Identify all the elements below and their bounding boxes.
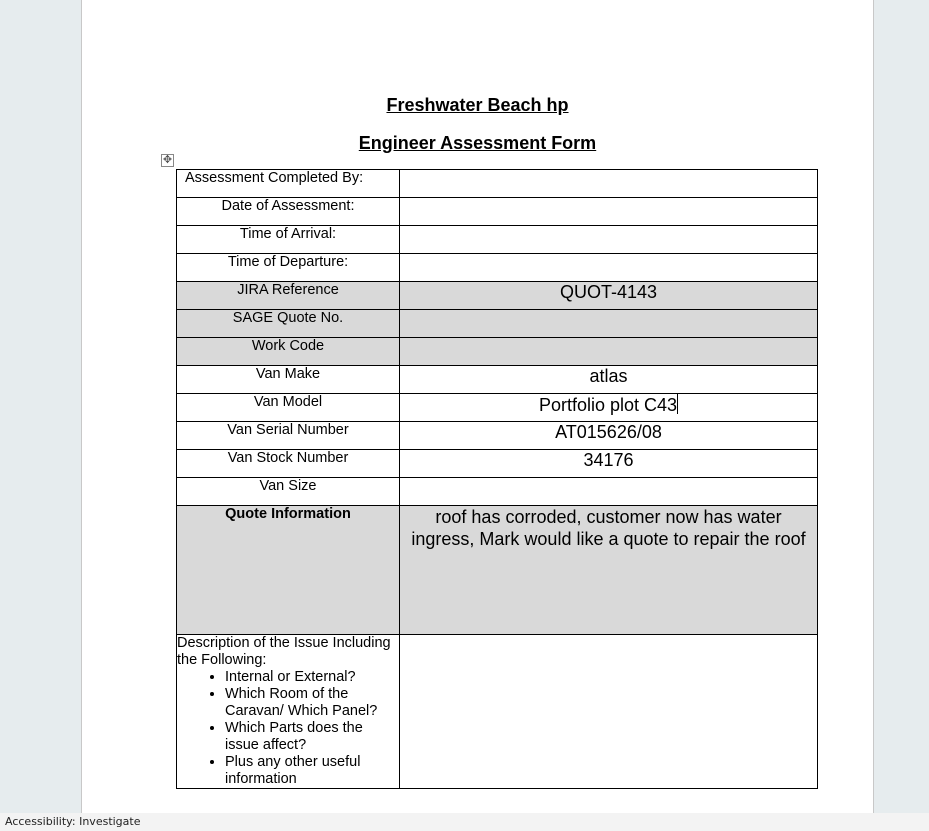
- document-title: Freshwater Beach hp: [386, 95, 569, 115]
- value-sage-quote-no[interactable]: [400, 310, 818, 338]
- label-quote-information: Quote Information: [177, 506, 400, 635]
- table-row: [177, 635, 818, 789]
- label-van-make: Van Make: [177, 366, 400, 394]
- description-intro: Description of the Issue Including the Following:: [177, 635, 391, 668]
- text-cursor: [677, 394, 678, 414]
- label-van-size: Van Size: [177, 478, 400, 506]
- label-van-serial-number: Van Serial Number: [177, 422, 400, 450]
- label-work-code: Work Code: [177, 338, 400, 366]
- document-page: [81, 0, 874, 813]
- table-row: [177, 198, 818, 226]
- label-description: [177, 635, 400, 789]
- assessment-table: [176, 169, 818, 789]
- label-sage-quote-no: SAGE Quote No.: [177, 310, 400, 338]
- table-row: [177, 366, 818, 394]
- value-van-serial-number[interactable]: AT015626/08: [400, 422, 818, 450]
- value-description[interactable]: [400, 635, 818, 789]
- table-row: [177, 478, 818, 506]
- bullet-item: • Plus any other useful information: [225, 754, 399, 788]
- value-quote-information[interactable]: roof has corroded, customer now has water ingress, Mark would like a quote to repair the roof: [400, 506, 818, 635]
- label-assessment-completed-by: Assessment Completed By:: [177, 170, 400, 198]
- table-row: [177, 338, 818, 366]
- value-van-make[interactable]: atlas: [400, 366, 818, 394]
- value-assessment-completed-by[interactable]: [400, 170, 818, 198]
- table-row: [177, 254, 818, 282]
- value-van-size[interactable]: [400, 478, 818, 506]
- label-time-of-departure: Time of Departure:: [177, 254, 400, 282]
- table-row: [177, 394, 818, 422]
- label-time-of-arrival: Time of Arrival:: [177, 226, 400, 254]
- bullet-item: • Internal or External?: [225, 669, 399, 686]
- label-date-of-assessment: Date of Assessment:: [177, 198, 400, 226]
- value-time-of-arrival[interactable]: [400, 226, 818, 254]
- table-row: [177, 170, 818, 198]
- label-jira-reference: JIRA Reference: [177, 282, 400, 310]
- status-bar: [0, 813, 929, 831]
- table-row: [177, 506, 818, 635]
- value-date-of-assessment[interactable]: [400, 198, 818, 226]
- accessibility-status[interactable]: Accessibility: Investigate: [5, 815, 141, 828]
- value-jira-reference[interactable]: QUOT-4143: [400, 282, 818, 310]
- move-cross-icon[interactable]: ✥: [162, 154, 173, 166]
- value-van-model[interactable]: [400, 394, 818, 422]
- bullet-item: • Which Parts does the issue affect?: [225, 720, 399, 754]
- value-time-of-departure[interactable]: [400, 254, 818, 282]
- value-van-stock-number[interactable]: 34176: [400, 450, 818, 478]
- value-work-code[interactable]: [400, 338, 818, 366]
- table-row: [177, 226, 818, 254]
- table-row: [177, 282, 818, 310]
- form-title: Engineer Assessment Form: [358, 133, 597, 153]
- table-row: [177, 422, 818, 450]
- van-model-text: Portfolio plot C43: [538, 395, 678, 415]
- table-row: [177, 310, 818, 338]
- bullet-item: • Which Room of the Caravan/ Which Panel?: [225, 686, 399, 720]
- label-van-model: Van Model: [177, 394, 400, 422]
- table-row: [177, 450, 818, 478]
- label-van-stock-number: Van Stock Number: [177, 450, 400, 478]
- description-bullets: [177, 669, 399, 788]
